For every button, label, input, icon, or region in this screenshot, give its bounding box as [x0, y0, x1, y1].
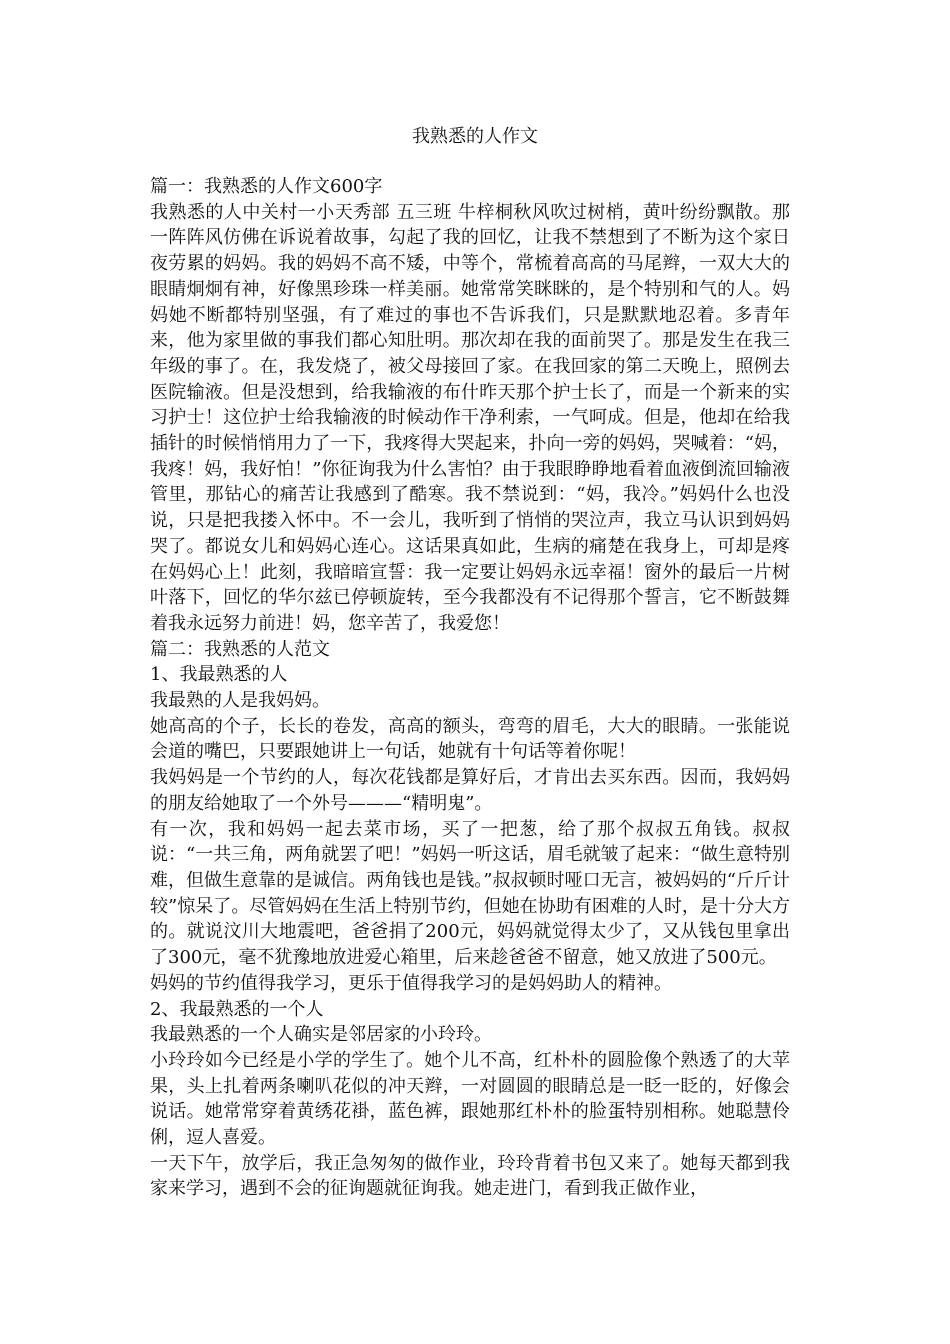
body-paragraph: 一天下午，放学后，我正急匆匆的做作业，玲玲背着书包又来了。她每天都到我家来学习，遇到不会的征询题就征询我。她走进门，看到我正做作业，	[150, 1152, 790, 1200]
body-paragraph: 小玲玲如今已经是小学的学生了。她个儿不高，红朴朴的圆脸像个熟透了的大苹果，头上扎着两条喇叭花似的冲天辫，一对圆圆的眼睛总是一眨一眨的，好像会说话。她常常穿着黄绣花褂，蓝色裤，跟她那红朴朴的脸蛋特别相称。她聪慧伶俐，逗人喜爱。	[150, 1049, 790, 1149]
body-paragraph: 我最熟悉的一个人确实是邻居家的小玲玲。	[150, 1024, 492, 1046]
body-paragraph: 妈妈的节约值得我学习，更乐于值得我学习的是妈妈助人的精神。	[150, 972, 672, 994]
document-title: 我熟悉的人作文	[412, 126, 538, 147]
section-heading-1: 篇一：我熟悉的人作文600字	[150, 176, 383, 197]
body-paragraph: 有一次，我和妈妈一起去菜市场，买了一把葱，给了那个叔叔五角钱。叔叔说：“一共三角，两角就罢了吧！”妈妈一听这话，眉毛就皱了起来：“做生意特别难，但做生意靠的是诚信。两角钱也是钱。”叔叔顿时哑口无言，被妈妈的“斤斤计较”惊呆了。尽管妈妈在生活上特别节约，但她在协助有困难的人时，是十分大方的。就说汶川大地震吧，爸爸捐了200元，妈妈就觉得太少了，又从钱包里拿出了300元，毫不犹豫地放进爱心箱里，后来趁爸爸不留意，她又放进了500元。	[150, 818, 790, 969]
body-paragraph: 我妈妈是一个节约的人，每次花钱都是算好后，才肯出去买东西。因而，我妈妈的朋友给她取了一个外号———“精明鬼”。	[150, 767, 790, 814]
body-paragraph: 我熟悉的人中关村一小天秀部 五三班 牛梓桐秋风吹过树梢，黄叶纷纷飘散。那一阵阵风仿佛在诉说着故事，勾起了我的回忆，让我不禁想到了不断为这个家日夜劳累的妈妈。我的妈妈不高不矮，中等个，常梳着高高的马尾辫，一双大大的眼睛炯炯有神，好像黑珍珠一样美丽。她常常笑眯眯的，是个特别和气的人。妈妈她不断都特别坚强，有了难过的事也不告诉我们，只是默默地忍着。多青年来，他为家里做的事我们都心知肚明。那次却在我的面前哭了。那是发生在我三年级的事了。在，我发烧了，被父母接回了家。在我回家的第二天晚上，照例去医院输液。但是没想到，给我输液的布什昨天那个护士长了，而是一个新来的实习护士！这位护士给我输液的时候动作干净利索，一气呵成。但是，他却在给我插针的时候悄悄用力了一下，我疼得大哭起来，扑向一旁的妈妈，哭喊着：“妈，我疼！妈，我好怕！”你征询我为什么害怕？由于我眼睁睁地看着血液倒流回输液管里，那钻心的痛苦让我感到了酷寒。我不禁说到：“妈，我冷。”妈妈什么也没说，只是把我搂入怀中。不一会儿，我听到了悄悄的哭泣声，我立马认识到妈妈哭了。都说女儿和妈妈心连心。这话果真如此，生病的痛楚在我身上，可却是疼在妈妈心上！此刻，我暗暗宣誓：我一定要让妈妈永远幸福！窗外的最后一片树叶落下，回忆的华尔兹已停顿旋转，至今我都没有不记得那个誓言，它不断鼓舞着我永远努力前进！妈，您辛苦了，我爱您！	[150, 201, 790, 634]
body-paragraph: 她高高的个子，长长的卷发，高高的额头，弯弯的眉毛，大大的眼睛。一张能说会道的嘴巴，只要跟她讲上一句话，她就有十句话等着你呢！	[150, 715, 790, 763]
subheading: 1、我最熟悉的人	[150, 664, 288, 686]
document-body	[150, 174, 790, 1202]
subheading: 2、我最熟悉的一个人	[150, 998, 324, 1020]
section-heading-2: 篇二：我熟悉的人范文	[150, 638, 330, 660]
body-paragraph: 我最熟的人是我妈妈。	[150, 690, 330, 712]
